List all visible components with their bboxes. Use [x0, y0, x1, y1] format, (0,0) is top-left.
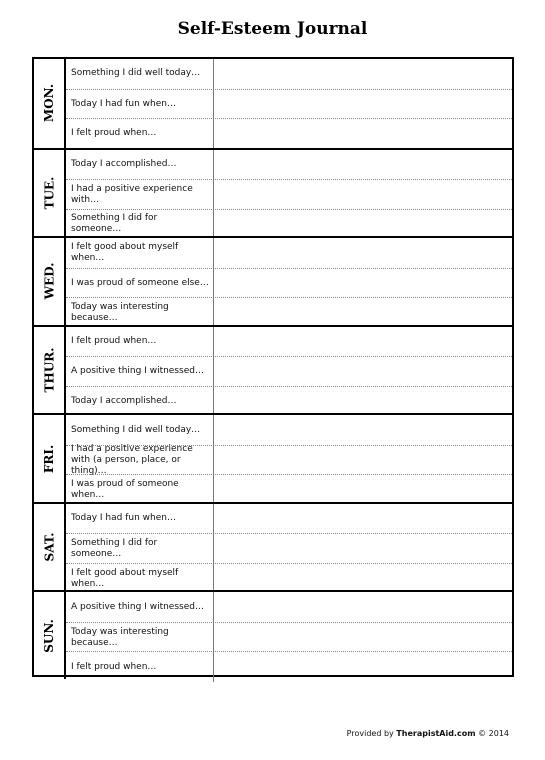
- answer-cell[interactable]: [214, 210, 512, 240]
- day-label: TUE.: [34, 150, 66, 237]
- prompt-label: I had a positive experience with (a person, place, or thing)…: [66, 446, 214, 476]
- prompt-label: I felt proud when…: [66, 327, 214, 357]
- answer-cell[interactable]: [214, 327, 512, 357]
- prompt-label: I felt proud when…: [66, 652, 214, 682]
- day-label: WED.: [34, 238, 66, 325]
- day-wednesday: [34, 236, 512, 325]
- prompt-label: Today I accomplished…: [66, 150, 214, 180]
- prompt-label: Something I did for someone…: [66, 534, 214, 564]
- footer-site: TherapistAid.com: [396, 729, 476, 738]
- answer-cell[interactable]: [214, 238, 512, 268]
- answer-cell[interactable]: [214, 150, 512, 180]
- answer-cell[interactable]: [214, 298, 512, 328]
- prompt-label: Today was interesting because…: [66, 623, 214, 653]
- answer-cell[interactable]: [214, 623, 512, 653]
- answer-cell[interactable]: [214, 504, 512, 534]
- prompt-label: Today I accomplished…: [66, 387, 214, 417]
- footer-credit: Provided by TherapistAid.com © 2014: [346, 729, 509, 738]
- prompt-label: I felt proud when…: [66, 119, 214, 149]
- prompt-label: Something I did for someone…: [66, 210, 214, 240]
- day-label: THUR.: [34, 327, 66, 414]
- day-tuesday: [34, 148, 512, 237]
- day-label: FRI.: [34, 415, 66, 502]
- answer-cell[interactable]: [214, 592, 512, 622]
- day-label: MON.: [34, 59, 66, 148]
- prompt-label: I felt good about myself when…: [66, 564, 214, 594]
- answer-cell[interactable]: [214, 564, 512, 594]
- answer-cell[interactable]: [214, 415, 512, 445]
- day-thursday: [34, 325, 512, 414]
- journal-table: [32, 57, 514, 677]
- prompt-label: I was proud of someone when…: [66, 475, 214, 505]
- prompt-label: Today I had fun when…: [66, 504, 214, 534]
- prompt-label: I was proud of someone else…: [66, 269, 214, 299]
- prompt-label: Something I did well today…: [66, 415, 214, 445]
- answer-cell[interactable]: [214, 59, 512, 89]
- day-monday: [34, 59, 512, 148]
- answer-cell[interactable]: [214, 652, 512, 682]
- answer-cell[interactable]: [214, 446, 512, 476]
- answer-cell[interactable]: [214, 180, 512, 210]
- prompt-label: A positive thing I witnessed…: [66, 592, 214, 622]
- prompt-label: Today was interesting because…: [66, 298, 214, 328]
- answer-cell[interactable]: [214, 119, 512, 149]
- answer-cell[interactable]: [214, 475, 512, 505]
- day-sunday: [34, 590, 512, 679]
- prompt-label: I felt good about myself when…: [66, 238, 214, 268]
- answer-cell[interactable]: [214, 357, 512, 387]
- prompt-label: Something I did well today…: [66, 59, 214, 89]
- day-friday: [34, 413, 512, 502]
- day-label: SAT.: [34, 504, 66, 591]
- page-title: Self-Esteem Journal: [177, 19, 368, 39]
- day-saturday: [34, 502, 512, 591]
- prompt-label: Today I had fun when…: [66, 90, 214, 120]
- prompt-label: I had a positive experience with…: [66, 180, 214, 210]
- answer-cell[interactable]: [214, 269, 512, 299]
- prompt-label: A positive thing I witnessed…: [66, 357, 214, 387]
- answer-cell[interactable]: [214, 534, 512, 564]
- day-label: SUN.: [34, 592, 66, 679]
- answer-cell[interactable]: [214, 387, 512, 417]
- answer-cell[interactable]: [214, 90, 512, 120]
